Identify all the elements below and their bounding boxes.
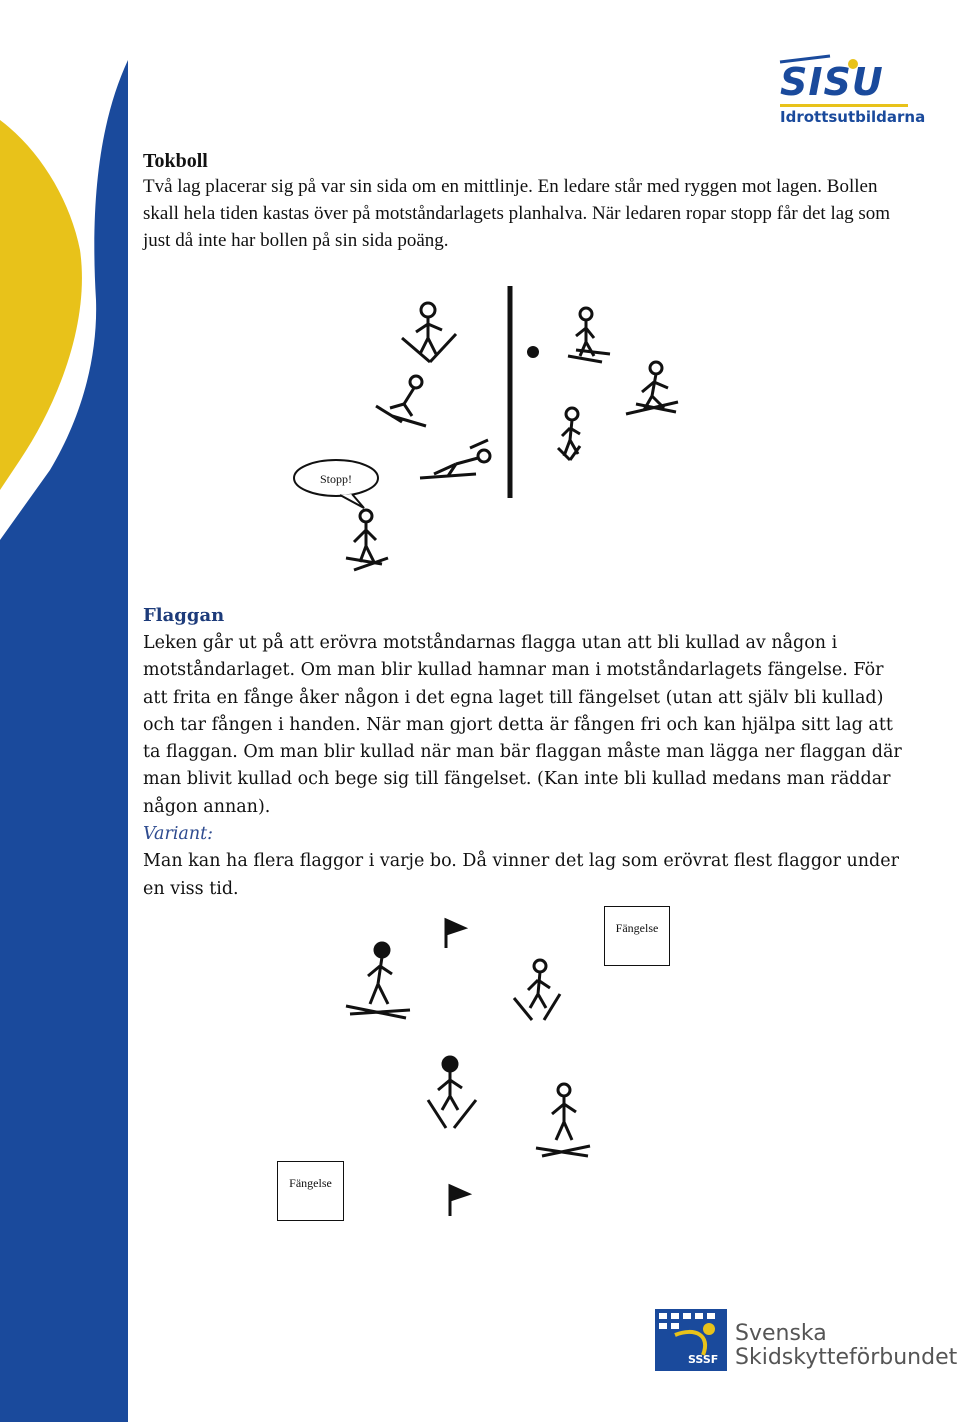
sisu-subtitle: Idrottsutbildarna bbox=[780, 108, 926, 126]
skier-icon bbox=[568, 308, 610, 362]
speech-bubble bbox=[294, 460, 378, 508]
fallen-skier-icon bbox=[420, 440, 490, 478]
speech-bubble-text: Stopp! bbox=[319, 472, 353, 486]
tokboll-illustration bbox=[280, 280, 720, 580]
flag-icon bbox=[450, 1186, 468, 1216]
skier-icon bbox=[536, 1084, 590, 1156]
prison-box-bottom bbox=[277, 1161, 344, 1221]
skier-icon bbox=[558, 408, 580, 460]
ball-icon bbox=[527, 346, 539, 358]
skier-icon bbox=[376, 376, 426, 426]
left-sidebar-decoration bbox=[0, 0, 128, 1422]
ssf-name-line1: Svenska bbox=[735, 1321, 827, 1346]
flag-icon bbox=[446, 920, 464, 948]
ssf-abbr: SSSF bbox=[688, 1353, 719, 1366]
prison-box-top bbox=[604, 906, 670, 966]
flaggan-section bbox=[143, 605, 913, 903]
leader-skier-icon bbox=[346, 510, 388, 570]
sisu-name: SISU bbox=[780, 60, 884, 104]
skier-icon bbox=[346, 943, 410, 1018]
flaggan-text: Leken går ut på att erövra motståndarnas flagga utan att bli kullad av någon i motståndarlaget. Om man blir kullad hamnar man i motståndarlagets fängelse. För att frita en fånge åker någon i det egna laget till fängelset (utan att själv bli kullad) och tar fången i handen. När man gjort detta är fången fri och kan hjälpa sitt lag att ta flaggan. Om man blir kullad när man bär flaggan måste man lägga ner flaggan där man blivit kullad och bege sig till fängelset. (Kan inte bli kullad medans man räddar någon annan). bbox=[143, 633, 902, 817]
variant-text: Man kan ha flera flaggor i varje bo. Då vinner det lag som erövrat flest flaggor under en viss tid. bbox=[143, 851, 899, 899]
prison-label-bottom: Fängelse bbox=[289, 1175, 332, 1190]
prison-label-top: Fängelse bbox=[615, 920, 659, 935]
skier-icon bbox=[626, 362, 678, 414]
tokboll-section bbox=[143, 150, 913, 254]
sisu-underline bbox=[780, 104, 908, 107]
tokboll-heading: Tokboll bbox=[143, 150, 208, 172]
tokboll-text: Två lag placerar sig på var sin sida om en mittlinje. En ledare står med ryggen mot lagen. Bollen skall hela tiden kastas över på motståndarlagets planhalva. När ledaren ropar stopp får det lag som just då inte har bollen på sin sida poäng. bbox=[143, 176, 891, 251]
flaggan-heading: Flaggan bbox=[143, 605, 225, 626]
ssf-name-line2: Skidskytteförbundet bbox=[735, 1345, 958, 1370]
variant-label: Variant: bbox=[143, 824, 214, 845]
skier-icon bbox=[428, 1057, 476, 1128]
skier-icon bbox=[514, 960, 560, 1020]
skier-icon bbox=[402, 303, 456, 362]
